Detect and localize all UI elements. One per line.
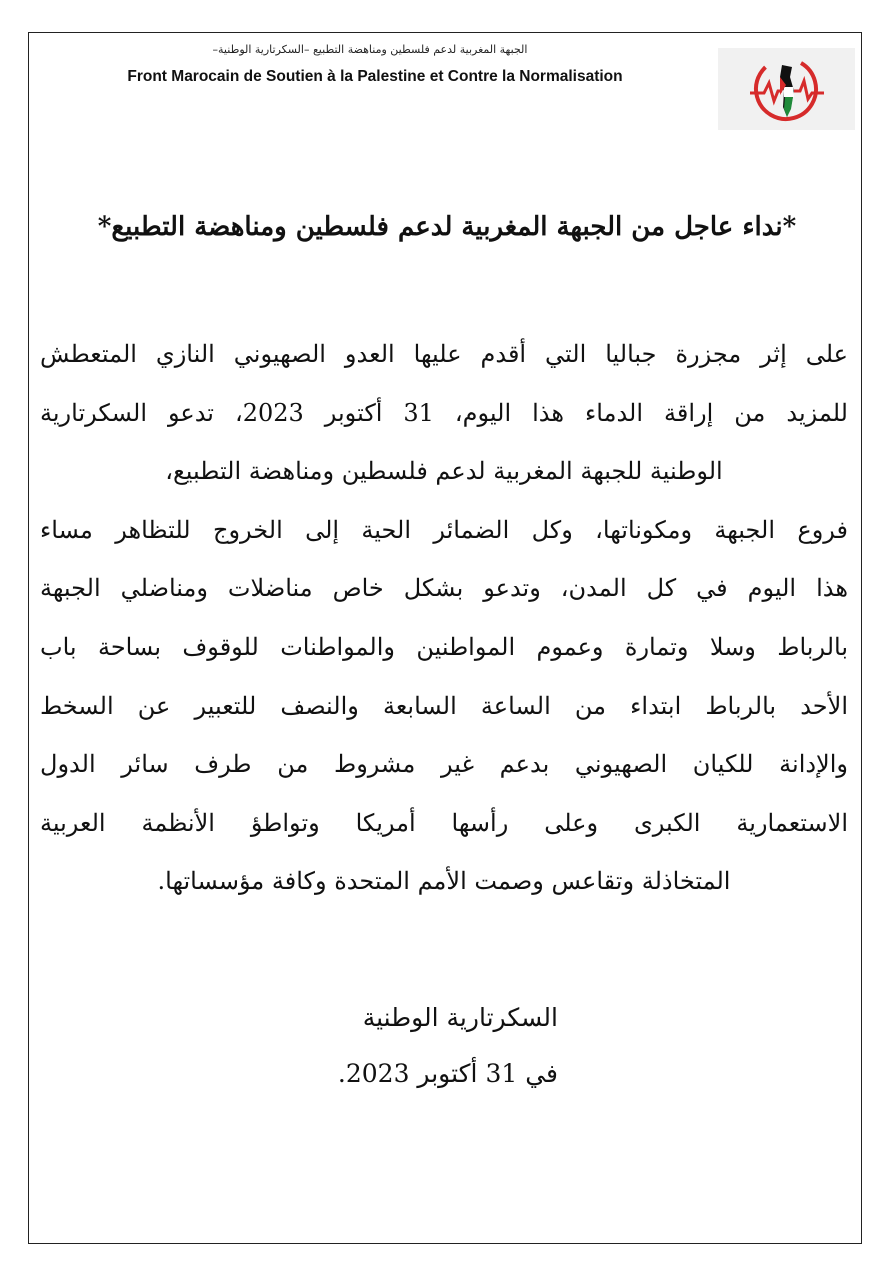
body-line: للمزيد من إراقة الدماء هذا اليوم، 31 أكتوبر 2023، تدعو السكرتارية: [40, 398, 848, 427]
appeal-title: *نداء عاجل من الجبهة المغربية لدعم فلسطين ومناهضة التطبيع*: [97, 212, 797, 242]
body-line: فروع الجبهة ومكوناتها، وكل الضمائر الحية إلى الخروج للتظاهر مساء: [40, 515, 848, 544]
signature-org: السكرتارية الوطنية: [362, 1003, 558, 1032]
body-line: المتخاذلة وتقاعس وصمت الأمم المتحدة وكافة مؤسساتها.: [157, 867, 731, 896]
header-arabic-line: الجبهة المغربية لدعم فلسطين ومناهضة التطبيع –السكرتارية الوطنية–: [212, 43, 528, 56]
front-logo-icon: [742, 51, 832, 127]
body-line: على إثر مجزرة جباليا التي أقدم عليها العدو الصهيوني النازي المتعطش: [40, 340, 848, 368]
body-line: الاستعمارية الكبرى وعلى رأسها أمريكا وتواطؤ الأنظمة العربية: [40, 808, 848, 837]
body-line: بالرباط وسلا وتمارة وعموم المواطنين والمواطنات للوقوف بساحة باب: [40, 632, 848, 661]
body-line: الوطنية للجبهة المغربية لدعم فلسطين ومناهضة التطبيع،: [165, 457, 723, 486]
appeal-body: [40, 325, 848, 911]
signature-date: في 31 أكتوبر 2023.: [337, 1059, 558, 1088]
signature-block: [300, 990, 558, 1102]
body-line: والإدانة للكيان الصهيوني بدعم غير مشروط من طرف سائر الدول: [40, 750, 848, 779]
logo-box: [718, 48, 855, 130]
header-french-line: Front Marocain de Soutien à la Palestine et Contre la Normalisation: [127, 68, 623, 85]
body-line: هذا اليوم في كل المدن، وتدعو بشكل خاص مناضلات ومناضلي الجبهة: [40, 574, 848, 603]
body-line: الأحد بالرباط ابتداء من الساعة السابعة والنصف للتعبير عن السخط: [40, 691, 848, 720]
